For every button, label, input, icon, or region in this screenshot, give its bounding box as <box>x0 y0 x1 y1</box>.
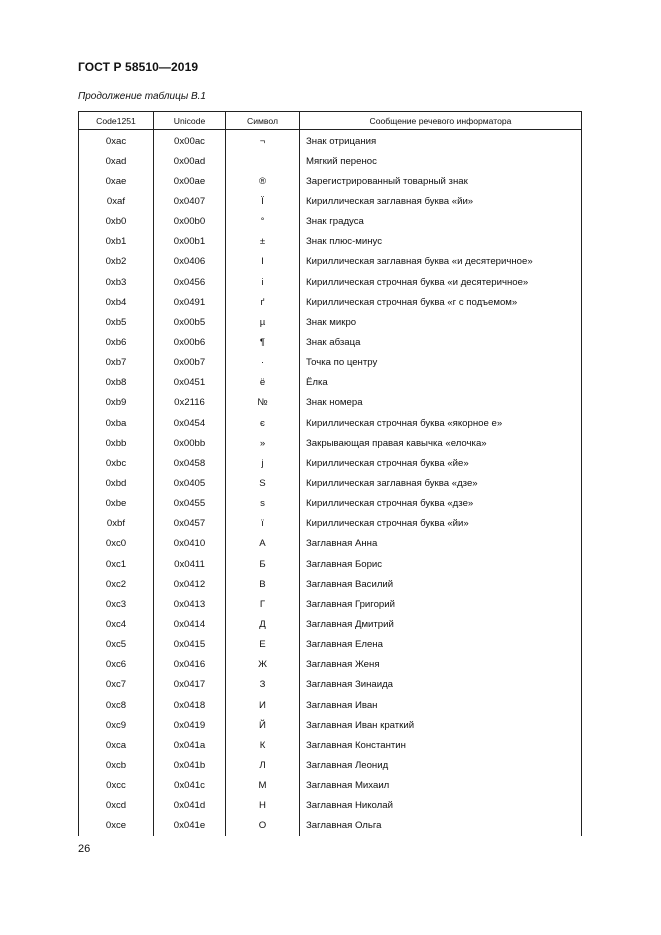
message-cell: Ёлка <box>300 373 582 393</box>
unicode-cell: 0x0418 <box>154 695 226 715</box>
symbol-cell: Н <box>226 796 300 816</box>
table-row <box>79 534 582 554</box>
message-cell: Кириллическая заглавная буква «и десятеричное» <box>300 252 582 272</box>
code1251-cell: 0xce <box>79 816 154 836</box>
message-cell: Знак номера <box>300 393 582 413</box>
message-cell: Заглавная Григорий <box>300 594 582 614</box>
unicode-cell: 0x2116 <box>154 393 226 413</box>
table-row <box>79 735 582 755</box>
message-cell: Кириллическая строчная буква «йи» <box>300 514 582 534</box>
unicode-cell: 0x0405 <box>154 473 226 493</box>
table-row <box>79 796 582 816</box>
unicode-cell: 0x0457 <box>154 514 226 534</box>
unicode-cell: 0x0455 <box>154 494 226 514</box>
code1251-cell: 0xc1 <box>79 554 154 574</box>
table-row <box>79 715 582 735</box>
table-row <box>79 353 582 373</box>
symbol-cell: К <box>226 735 300 755</box>
character-code-table <box>78 111 582 836</box>
symbol-cell: Б <box>226 554 300 574</box>
table-row <box>79 675 582 695</box>
table-row <box>79 554 582 574</box>
symbol-cell: S <box>226 473 300 493</box>
code1251-cell: 0xcb <box>79 755 154 775</box>
symbol-cell: В <box>226 574 300 594</box>
symbol-cell <box>226 151 300 171</box>
code1251-cell: 0xb1 <box>79 232 154 252</box>
unicode-cell: 0x0407 <box>154 191 226 211</box>
message-cell: Кириллическая заглавная буква «йи» <box>300 191 582 211</box>
code1251-cell: 0xb5 <box>79 312 154 332</box>
unicode-cell: 0x00ad <box>154 151 226 171</box>
table-row <box>79 433 582 453</box>
message-cell: Кириллическая заглавная буква «дзе» <box>300 473 582 493</box>
table-body <box>79 130 582 836</box>
unicode-cell: 0x0417 <box>154 675 226 695</box>
table-row <box>79 272 582 292</box>
unicode-cell: 0x00b5 <box>154 312 226 332</box>
unicode-cell: 0x0411 <box>154 554 226 574</box>
table-row <box>79 171 582 191</box>
table-row <box>79 514 582 534</box>
symbol-cell: М <box>226 776 300 796</box>
symbol-cell: А <box>226 534 300 554</box>
code1251-cell: 0xb9 <box>79 393 154 413</box>
code1251-cell: 0xbb <box>79 433 154 453</box>
unicode-cell: 0x0414 <box>154 614 226 634</box>
unicode-cell: 0x0451 <box>154 373 226 393</box>
table-row <box>79 655 582 675</box>
table-row <box>79 393 582 413</box>
unicode-cell: 0x00ae <box>154 171 226 191</box>
code1251-cell: 0xae <box>79 171 154 191</box>
code1251-cell: 0xb6 <box>79 332 154 352</box>
message-cell: Кириллическая строчная буква «якорное е» <box>300 413 582 433</box>
unicode-cell: 0x00b0 <box>154 212 226 232</box>
table-header-row <box>79 112 582 130</box>
unicode-cell: 0x0416 <box>154 655 226 675</box>
message-cell: Заглавная Ольга <box>300 816 582 836</box>
symbol-cell: Г <box>226 594 300 614</box>
unicode-cell: 0x0491 <box>154 292 226 312</box>
code1251-cell: 0xca <box>79 735 154 755</box>
table-row <box>79 232 582 252</box>
symbol-cell: О <box>226 816 300 836</box>
symbol-cell: Д <box>226 614 300 634</box>
unicode-cell: 0x0458 <box>154 453 226 473</box>
code1251-cell: 0xb8 <box>79 373 154 393</box>
message-cell: Заглавная Константин <box>300 735 582 755</box>
unicode-cell: 0x00b6 <box>154 332 226 352</box>
code1251-cell: 0xb3 <box>79 272 154 292</box>
message-cell: Заглавная Иван краткий <box>300 715 582 735</box>
unicode-cell: 0x041d <box>154 796 226 816</box>
unicode-cell: 0x0454 <box>154 413 226 433</box>
message-cell: Знак микро <box>300 312 582 332</box>
message-cell: Мягкий перенос <box>300 151 582 171</box>
table-row <box>79 574 582 594</box>
message-cell: Знак отрицания <box>300 130 582 152</box>
table-row <box>79 373 582 393</box>
symbol-cell: є <box>226 413 300 433</box>
code1251-cell: 0xba <box>79 413 154 433</box>
code1251-cell: 0xbe <box>79 494 154 514</box>
code1251-cell: 0xbf <box>79 514 154 534</box>
unicode-cell: 0x00bb <box>154 433 226 453</box>
message-cell: Точка по центру <box>300 353 582 373</box>
unicode-cell: 0x041a <box>154 735 226 755</box>
table-row <box>79 413 582 433</box>
table-row <box>79 130 582 152</box>
unicode-cell: 0x041e <box>154 816 226 836</box>
symbol-cell: Й <box>226 715 300 735</box>
message-cell: Заглавная Василий <box>300 574 582 594</box>
code1251-cell: 0xb7 <box>79 353 154 373</box>
code1251-cell: 0xc2 <box>79 574 154 594</box>
message-cell: Заглавная Иван <box>300 695 582 715</box>
symbol-cell: ° <box>226 212 300 232</box>
column-header-code1251: Code1251 <box>79 112 154 130</box>
table-row <box>79 312 582 332</box>
code1251-cell: 0xc8 <box>79 695 154 715</box>
message-cell: Заглавная Борис <box>300 554 582 574</box>
table-row <box>79 635 582 655</box>
message-cell: Заглавная Дмитрий <box>300 614 582 634</box>
code1251-cell: 0xc3 <box>79 594 154 614</box>
symbol-cell: Л <box>226 755 300 775</box>
code1251-cell: 0xaf <box>79 191 154 211</box>
code1251-cell: 0xac <box>79 130 154 152</box>
symbol-cell: ® <box>226 171 300 191</box>
symbol-cell: № <box>226 393 300 413</box>
symbol-cell: І <box>226 252 300 272</box>
message-cell: Зарегистрированный товарный знак <box>300 171 582 191</box>
symbol-cell: · <box>226 353 300 373</box>
table-row <box>79 212 582 232</box>
code1251-cell: 0xad <box>79 151 154 171</box>
unicode-cell: 0x041c <box>154 776 226 796</box>
table-row <box>79 191 582 211</box>
symbol-cell: И <box>226 695 300 715</box>
table-row <box>79 252 582 272</box>
unicode-cell: 0x041b <box>154 755 226 775</box>
symbol-cell: j <box>226 453 300 473</box>
symbol-cell: µ <box>226 312 300 332</box>
table-row <box>79 614 582 634</box>
message-cell: Знак абзаца <box>300 332 582 352</box>
code1251-cell: 0xc5 <box>79 635 154 655</box>
symbol-cell: ¶ <box>226 332 300 352</box>
code1251-cell: 0xc4 <box>79 614 154 634</box>
table-row <box>79 695 582 715</box>
message-cell: Заглавная Женя <box>300 655 582 675</box>
table-row <box>79 755 582 775</box>
code1251-cell: 0xb4 <box>79 292 154 312</box>
message-cell: Заглавная Николай <box>300 796 582 816</box>
symbol-cell: ¬ <box>226 130 300 152</box>
symbol-cell: ± <box>226 232 300 252</box>
table-row <box>79 494 582 514</box>
column-header-unicode: Unicode <box>154 112 226 130</box>
unicode-cell: 0x00ac <box>154 130 226 152</box>
table-row <box>79 292 582 312</box>
message-cell: Кириллическая строчная буква «г с подъемом» <box>300 292 582 312</box>
message-cell: Заглавная Леонид <box>300 755 582 775</box>
unicode-cell: 0x00b1 <box>154 232 226 252</box>
message-cell: Кириллическая строчная буква «йе» <box>300 453 582 473</box>
symbol-cell: Е <box>226 635 300 655</box>
unicode-cell: 0x0413 <box>154 594 226 614</box>
code1251-cell: 0xc0 <box>79 534 154 554</box>
message-cell: Закрывающая правая кавычка «елочка» <box>300 433 582 453</box>
message-cell: Заглавная Зинаида <box>300 675 582 695</box>
code1251-cell: 0xc9 <box>79 715 154 735</box>
code1251-cell: 0xcc <box>79 776 154 796</box>
symbol-cell: s <box>226 494 300 514</box>
unicode-cell: 0x00b7 <box>154 353 226 373</box>
code1251-cell: 0xb2 <box>79 252 154 272</box>
code1251-cell: 0xc7 <box>79 675 154 695</box>
symbol-cell: і <box>226 272 300 292</box>
table-caption: Продолжение таблицы В.1 <box>78 91 206 102</box>
page-number: 26 <box>78 843 91 855</box>
code1251-cell: 0xbd <box>79 473 154 493</box>
table-row <box>79 473 582 493</box>
message-cell: Кириллическая строчная буква «и десятеричное» <box>300 272 582 292</box>
message-cell: Заглавная Михаил <box>300 776 582 796</box>
symbol-cell: Ї <box>226 191 300 211</box>
unicode-cell: 0x0456 <box>154 272 226 292</box>
table-row <box>79 332 582 352</box>
unicode-cell: 0x0415 <box>154 635 226 655</box>
message-cell: Заглавная Анна <box>300 534 582 554</box>
symbol-cell: ё <box>226 373 300 393</box>
code1251-cell: 0xc6 <box>79 655 154 675</box>
table-row <box>79 151 582 171</box>
table-row <box>79 816 582 836</box>
document-title: ГОСТ Р 58510—2019 <box>78 60 199 74</box>
symbol-cell: » <box>226 433 300 453</box>
code1251-cell: 0xcd <box>79 796 154 816</box>
message-cell: Кириллическая строчная буква «дзе» <box>300 494 582 514</box>
symbol-cell: З <box>226 675 300 695</box>
code1251-cell: 0xb0 <box>79 212 154 232</box>
table-row <box>79 776 582 796</box>
unicode-cell: 0x0406 <box>154 252 226 272</box>
message-cell: Знак плюс-минус <box>300 232 582 252</box>
unicode-cell: 0x0419 <box>154 715 226 735</box>
message-cell: Заглавная Елена <box>300 635 582 655</box>
column-header-message: Сообщение речевого информатора <box>300 112 582 130</box>
code1251-cell: 0xbc <box>79 453 154 473</box>
symbol-cell: Ж <box>226 655 300 675</box>
column-header-symbol: Символ <box>226 112 300 130</box>
message-cell: Знак градуса <box>300 212 582 232</box>
symbol-cell: ґ <box>226 292 300 312</box>
symbol-cell: ї <box>226 514 300 534</box>
unicode-cell: 0x0412 <box>154 574 226 594</box>
table-row <box>79 453 582 473</box>
table-row <box>79 594 582 614</box>
unicode-cell: 0x0410 <box>154 534 226 554</box>
